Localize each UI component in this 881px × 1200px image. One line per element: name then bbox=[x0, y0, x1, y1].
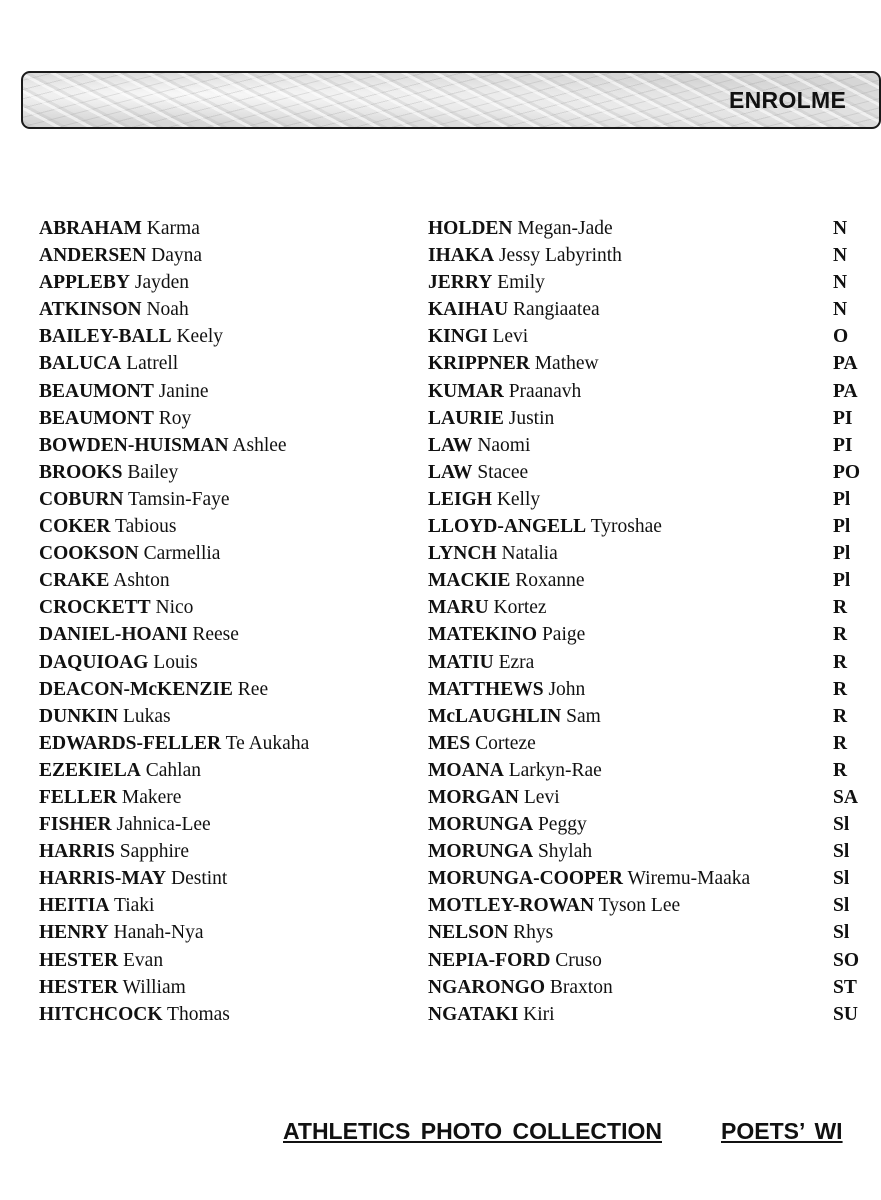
surname: MATTHEWS bbox=[428, 678, 544, 700]
list-item bbox=[428, 703, 750, 730]
surname: LEIGH bbox=[428, 488, 492, 510]
surname: DANIEL-HOANI bbox=[39, 624, 188, 646]
given-name: Sam bbox=[566, 705, 601, 727]
given-name: Noah bbox=[146, 299, 189, 321]
given-name: William bbox=[122, 976, 186, 998]
given-name: Levi bbox=[492, 326, 529, 348]
list-item bbox=[833, 215, 860, 242]
list-item bbox=[39, 892, 309, 919]
surname: Sl bbox=[833, 922, 850, 944]
list-item bbox=[428, 513, 750, 540]
list-item bbox=[833, 892, 860, 919]
given-name: Ashton bbox=[113, 570, 170, 592]
given-name: Jayden bbox=[134, 272, 190, 294]
list-item bbox=[39, 676, 309, 703]
list-item bbox=[39, 703, 309, 730]
surname: Sl bbox=[833, 841, 850, 863]
surname: HESTER bbox=[39, 976, 119, 998]
given-name: Tamsin-Faye bbox=[128, 488, 230, 510]
given-name: Louis bbox=[153, 651, 198, 673]
list-item bbox=[833, 1001, 860, 1028]
list-item bbox=[39, 865, 309, 892]
list-item bbox=[39, 838, 309, 865]
list-item bbox=[39, 540, 309, 567]
surname: SA bbox=[833, 786, 858, 808]
list-item bbox=[833, 865, 860, 892]
surname: R bbox=[833, 597, 848, 619]
surname: MORUNGA bbox=[428, 841, 534, 863]
name-column-1 bbox=[39, 215, 309, 1028]
list-item bbox=[39, 350, 309, 377]
given-name: Roxanne bbox=[515, 570, 585, 592]
surname: EDWARDS-FELLER bbox=[39, 732, 222, 754]
list-item bbox=[833, 269, 860, 296]
given-name: Lukas bbox=[122, 705, 171, 727]
list-item bbox=[428, 567, 750, 594]
given-name: Paige bbox=[541, 624, 586, 646]
surname: NEPIA-FORD bbox=[428, 949, 551, 971]
list-item bbox=[39, 405, 309, 432]
list-item bbox=[39, 649, 309, 676]
athletics-photo-collection-heading: ATHLETICS PHOTO COLLECTION bbox=[283, 1118, 662, 1144]
surname: COOKSON bbox=[39, 543, 139, 565]
surname: Sl bbox=[833, 868, 850, 890]
list-item bbox=[833, 486, 860, 513]
surname: BROOKS bbox=[39, 461, 123, 483]
list-item bbox=[833, 323, 860, 350]
given-name: Te Aukaha bbox=[225, 732, 310, 754]
list-item bbox=[833, 459, 860, 486]
surname: BEAUMONT bbox=[39, 407, 154, 429]
list-item bbox=[428, 865, 750, 892]
surname: IHAKA bbox=[428, 245, 495, 267]
surname: PI bbox=[833, 407, 853, 429]
list-item bbox=[39, 784, 309, 811]
list-item bbox=[39, 947, 309, 974]
list-item bbox=[833, 676, 860, 703]
surname: Sl bbox=[833, 814, 850, 836]
surname: Pl bbox=[833, 543, 851, 565]
surname: LAW bbox=[428, 434, 473, 456]
surname: HARRIS-MAY bbox=[39, 868, 167, 890]
surname: BAILEY-BALL bbox=[39, 326, 172, 348]
given-name: Reese bbox=[192, 624, 239, 646]
list-item bbox=[39, 730, 309, 757]
surname: PA bbox=[833, 353, 858, 375]
list-item bbox=[39, 919, 309, 946]
surname: KAIHAU bbox=[428, 299, 509, 321]
list-item bbox=[428, 269, 750, 296]
surname: HEITIA bbox=[39, 895, 110, 917]
surname: MORUNGA-COOPER bbox=[428, 868, 623, 890]
list-item bbox=[428, 621, 750, 648]
surname: BOWDEN-HUISMAN bbox=[39, 434, 229, 456]
surname: N bbox=[833, 272, 848, 294]
list-item bbox=[39, 594, 309, 621]
surname: MES bbox=[428, 732, 471, 754]
list-item bbox=[833, 378, 860, 405]
list-item bbox=[39, 242, 309, 269]
surname: MOTLEY-ROWAN bbox=[428, 895, 595, 917]
surname: N bbox=[833, 218, 848, 239]
list-item bbox=[39, 757, 309, 784]
surname: LLOYD-ANGELL bbox=[428, 516, 587, 538]
given-name: Ashlee bbox=[232, 434, 287, 456]
list-item bbox=[833, 621, 860, 648]
surname: MATEKINO bbox=[428, 624, 538, 646]
given-name: Evan bbox=[123, 949, 164, 971]
surname: MACKIE bbox=[428, 570, 511, 592]
given-name: Dayna bbox=[151, 245, 203, 267]
given-name: Karma bbox=[146, 218, 200, 239]
list-item bbox=[833, 947, 860, 974]
list-item bbox=[428, 947, 750, 974]
list-item bbox=[39, 432, 309, 459]
given-name: Bailey bbox=[127, 461, 179, 483]
list-item bbox=[428, 676, 750, 703]
list-item bbox=[428, 350, 750, 377]
surname: MOANA bbox=[428, 759, 504, 781]
list-item bbox=[833, 757, 860, 784]
surname: R bbox=[833, 705, 848, 727]
list-item bbox=[833, 242, 860, 269]
surname: Pl bbox=[833, 488, 851, 510]
surname: DUNKIN bbox=[39, 705, 119, 727]
surname: MORGAN bbox=[428, 786, 519, 808]
surname: KUMAR bbox=[428, 380, 504, 402]
surname: LAW bbox=[428, 461, 473, 483]
surname: HESTER bbox=[39, 949, 119, 971]
surname: APPLEBY bbox=[39, 272, 131, 294]
list-item bbox=[428, 594, 750, 621]
surname: PO bbox=[833, 461, 861, 483]
surname: R bbox=[833, 678, 848, 700]
list-item bbox=[39, 459, 309, 486]
given-name: Destint bbox=[171, 868, 228, 890]
list-item bbox=[39, 567, 309, 594]
surname: BALUCA bbox=[39, 353, 122, 375]
given-name: Cahlan bbox=[145, 759, 201, 781]
list-item bbox=[39, 513, 309, 540]
given-name: Tabious bbox=[115, 516, 177, 538]
list-item bbox=[833, 567, 860, 594]
surname: LYNCH bbox=[428, 543, 497, 565]
list-item bbox=[428, 323, 750, 350]
given-name: Tiaki bbox=[113, 895, 155, 917]
poets-heading: POETS’ WI bbox=[721, 1118, 843, 1144]
surname: N bbox=[833, 299, 848, 321]
surname: NGARONGO bbox=[428, 976, 545, 998]
given-name: Janine bbox=[158, 380, 209, 402]
list-item bbox=[428, 486, 750, 513]
surname: EZEKIELA bbox=[39, 759, 141, 781]
enrolment-banner bbox=[21, 71, 881, 129]
list-item bbox=[833, 730, 860, 757]
surname: FISHER bbox=[39, 814, 112, 836]
given-name: Nico bbox=[155, 597, 194, 619]
list-item bbox=[428, 540, 750, 567]
list-item bbox=[833, 703, 860, 730]
list-item bbox=[833, 296, 860, 323]
list-item bbox=[833, 540, 860, 567]
given-name: Peggy bbox=[537, 814, 587, 836]
given-name: John bbox=[548, 678, 586, 700]
given-name: Jessy Labyrinth bbox=[498, 245, 622, 267]
given-name: Emily bbox=[497, 272, 545, 294]
surname: KRIPPNER bbox=[428, 353, 530, 375]
list-item bbox=[428, 919, 750, 946]
surname: R bbox=[833, 651, 848, 673]
list-item bbox=[39, 621, 309, 648]
surname: O bbox=[833, 326, 849, 348]
surname: R bbox=[833, 759, 848, 781]
surname: HENRY bbox=[39, 922, 109, 944]
list-item bbox=[39, 215, 309, 242]
list-item bbox=[428, 838, 750, 865]
surname: JERRY bbox=[428, 272, 493, 294]
surname: PI bbox=[833, 434, 853, 456]
list-item bbox=[39, 811, 309, 838]
given-name: Natalia bbox=[501, 543, 558, 565]
list-item bbox=[833, 432, 860, 459]
surname: Sl bbox=[833, 895, 850, 917]
list-item bbox=[833, 350, 860, 377]
list-item bbox=[428, 1001, 750, 1028]
given-name: Sapphire bbox=[119, 841, 190, 863]
banner-title: ENROLME bbox=[729, 87, 847, 113]
list-item bbox=[833, 974, 860, 1001]
surname: FELLER bbox=[39, 786, 118, 808]
surname: CROCKETT bbox=[39, 597, 151, 619]
surname: CRAKE bbox=[39, 570, 110, 592]
list-item bbox=[39, 296, 309, 323]
surname: HOLDEN bbox=[428, 218, 513, 239]
given-name: Latrell bbox=[126, 353, 179, 375]
list-item bbox=[39, 974, 309, 1001]
list-item bbox=[39, 1001, 309, 1028]
list-item bbox=[833, 513, 860, 540]
surname: R bbox=[833, 624, 848, 646]
surname: ST bbox=[833, 976, 857, 998]
list-item bbox=[833, 838, 860, 865]
surname: McLAUGHLIN bbox=[428, 705, 562, 727]
list-item bbox=[428, 296, 750, 323]
surname: NGATAKI bbox=[428, 1003, 519, 1025]
surname: LAURIE bbox=[428, 407, 504, 429]
list-item bbox=[428, 405, 750, 432]
surname: HITCHCOCK bbox=[39, 1003, 163, 1025]
surname: COBURN bbox=[39, 488, 124, 510]
given-name: Megan-Jade bbox=[517, 218, 613, 239]
given-name: Stacee bbox=[477, 461, 529, 483]
list-item bbox=[39, 378, 309, 405]
given-name: Larkyn-Rae bbox=[508, 759, 602, 781]
given-name: Tyson Lee bbox=[598, 895, 681, 917]
list-item bbox=[833, 811, 860, 838]
given-name: Naomi bbox=[477, 434, 531, 456]
given-name: Ree bbox=[237, 678, 269, 700]
list-item bbox=[833, 405, 860, 432]
list-item bbox=[39, 323, 309, 350]
name-column-2 bbox=[428, 215, 750, 1028]
given-name: Jahnica-Lee bbox=[116, 814, 211, 836]
surname: Pl bbox=[833, 570, 851, 592]
given-name: Shylah bbox=[537, 841, 593, 863]
given-name: Kelly bbox=[496, 488, 541, 510]
list-item bbox=[428, 892, 750, 919]
given-name: Mathew bbox=[534, 353, 599, 375]
given-name: Roy bbox=[158, 407, 192, 429]
surname: MORUNGA bbox=[428, 814, 534, 836]
surname: ANDERSEN bbox=[39, 245, 147, 267]
surname: R bbox=[833, 732, 848, 754]
surname: SO bbox=[833, 949, 860, 971]
list-item bbox=[428, 757, 750, 784]
list-item bbox=[428, 459, 750, 486]
surname: Pl bbox=[833, 516, 851, 538]
given-name: Rangiaatea bbox=[513, 299, 600, 321]
given-name: Carmellia bbox=[143, 543, 221, 565]
given-name: Tyroshae bbox=[590, 516, 662, 538]
given-name: Kiri bbox=[523, 1003, 555, 1025]
list-item bbox=[428, 730, 750, 757]
given-name: Makere bbox=[121, 786, 182, 808]
surname: COKER bbox=[39, 516, 111, 538]
given-name: Rhys bbox=[513, 922, 554, 944]
given-name: Braxton bbox=[549, 976, 613, 998]
list-item bbox=[428, 784, 750, 811]
list-item bbox=[39, 486, 309, 513]
given-name: Corteze bbox=[475, 732, 536, 754]
list-item bbox=[833, 649, 860, 676]
given-name: Wiremu-Maaka bbox=[627, 868, 751, 890]
list-item bbox=[428, 242, 750, 269]
list-item bbox=[428, 811, 750, 838]
given-name: Hanah-Nya bbox=[113, 922, 204, 944]
given-name: Ezra bbox=[498, 651, 535, 673]
list-item bbox=[428, 215, 750, 242]
surname: DAQUIOAG bbox=[39, 651, 149, 673]
given-name: Justin bbox=[508, 407, 555, 429]
surname: ATKINSON bbox=[39, 299, 142, 321]
surname: NELSON bbox=[428, 922, 509, 944]
surname: DEACON-McKENZIE bbox=[39, 678, 233, 700]
name-column-3 bbox=[833, 215, 860, 1028]
surname: BEAUMONT bbox=[39, 380, 154, 402]
list-item bbox=[39, 269, 309, 296]
given-name: Levi bbox=[523, 786, 560, 808]
surname: KINGI bbox=[428, 326, 488, 348]
list-item bbox=[833, 594, 860, 621]
given-name: Kortez bbox=[493, 597, 547, 619]
surname: ABRAHAM bbox=[39, 218, 142, 239]
given-name: Thomas bbox=[167, 1003, 230, 1025]
list-item bbox=[428, 649, 750, 676]
given-name: Praanavh bbox=[508, 380, 582, 402]
surname: MARU bbox=[428, 597, 489, 619]
surname: HARRIS bbox=[39, 841, 115, 863]
given-name: Cruso bbox=[555, 949, 602, 971]
surname: MATIU bbox=[428, 651, 494, 673]
surname: SU bbox=[833, 1003, 858, 1025]
list-item bbox=[428, 432, 750, 459]
surname: N bbox=[833, 245, 848, 267]
list-item bbox=[833, 919, 860, 946]
list-item bbox=[833, 784, 860, 811]
given-name: Keely bbox=[176, 326, 224, 348]
list-item bbox=[428, 974, 750, 1001]
surname: PA bbox=[833, 380, 858, 402]
list-item bbox=[428, 378, 750, 405]
